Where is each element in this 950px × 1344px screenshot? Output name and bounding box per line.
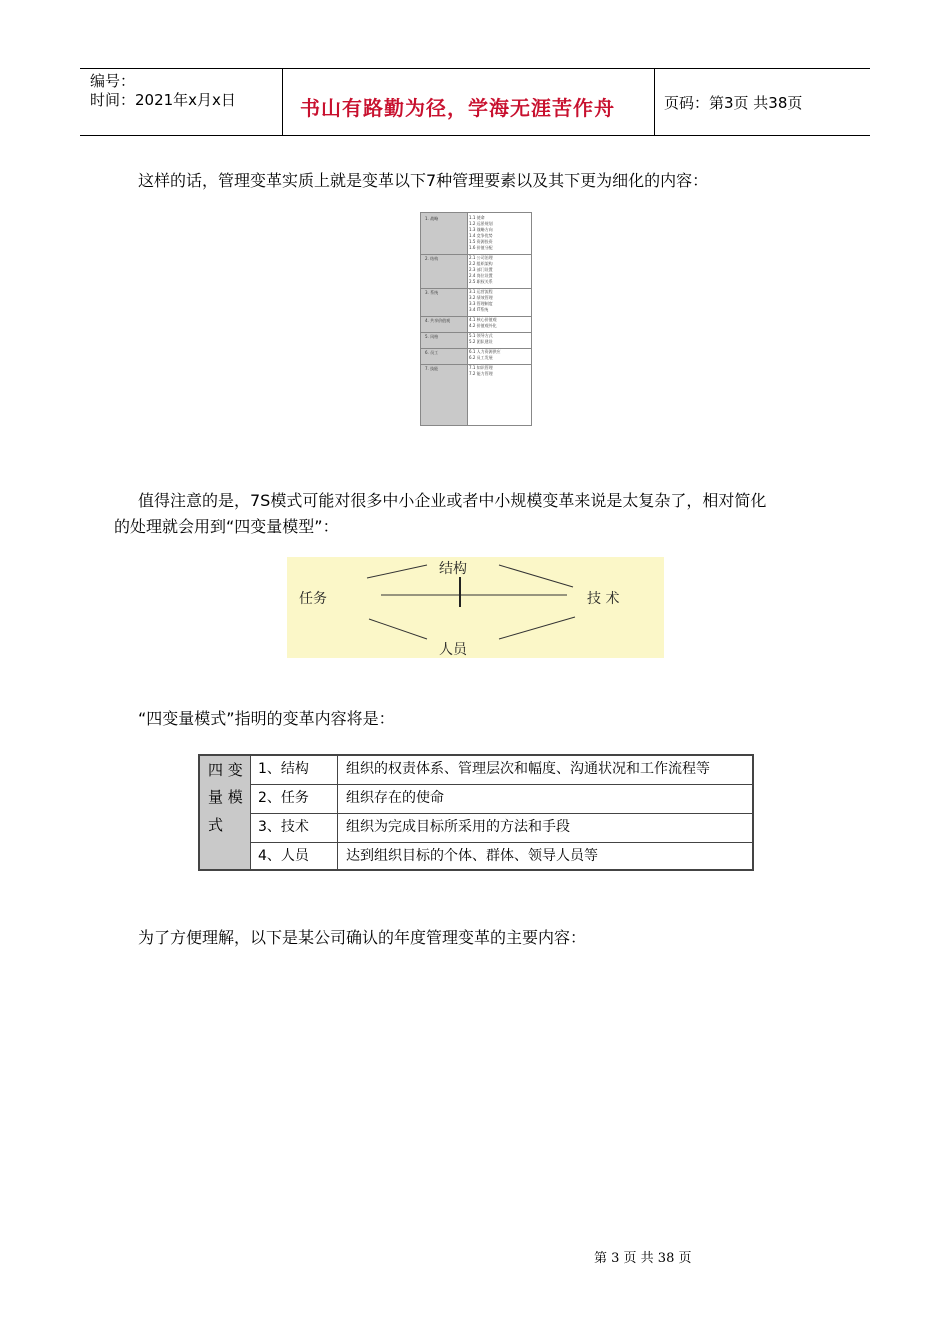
header-top-rule: [80, 68, 870, 69]
table-row: [251, 756, 753, 785]
diagram-label-top: 结构: [439, 561, 467, 577]
table-row-description: 达到组织目标的个体、群体、领导人员等: [346, 848, 598, 864]
paragraph-company-intro: 为了方便理解，以下是某公司确认的年度管理变革的主要内容：: [138, 928, 587, 947]
seven-s-category: 5. 风格: [425, 334, 439, 339]
seven-s-item: 3.3 管理制度: [469, 301, 493, 306]
table-row-description: 组织存在的使命: [346, 790, 444, 806]
seven-s-category: 1. 战略: [425, 216, 439, 221]
seven-s-item: 2.1 公司治理: [469, 255, 493, 260]
seven-s-item: 1.2 远景规划: [469, 221, 493, 226]
seven-s-item: 1.3 战略方向: [469, 227, 493, 232]
seven-s-item: 7.1 知识管理: [469, 365, 493, 370]
seven-s-item: 2.3 部门设置: [469, 267, 493, 272]
four-variable-diagram: [287, 557, 664, 658]
footer-page-number: 第 3 页 共 38 页: [594, 1251, 692, 1266]
table-row-label: 2、任务: [251, 785, 338, 813]
seven-s-item: 5.1 领导方式: [469, 333, 493, 338]
table-title-line1: 四 变: [208, 761, 243, 779]
diagram-label-left: 任务: [299, 591, 327, 607]
seven-s-category: 3. 系统: [425, 290, 439, 295]
table-row-label: 3、技术: [251, 814, 338, 842]
table-row: [251, 843, 753, 871]
seven-s-item: 2.5 职权关系: [469, 279, 493, 284]
seven-s-category: 4. 共享价值观: [425, 318, 451, 323]
header-page-label: 页码：第3页 共38页: [664, 94, 803, 112]
four-variable-table-title-cell: [200, 756, 251, 869]
seven-s-item: 1.5 资源投资: [469, 239, 493, 244]
table-row-description: 组织的权责体系、管理层次和幅度、沟通状况和工作流程等: [346, 761, 710, 777]
diagram-label-right: 技 术: [587, 591, 620, 607]
seven-s-item: 1.1 使命: [469, 215, 485, 220]
seven-s-item: 3.1 运营流程: [469, 289, 493, 294]
table-row: [251, 785, 753, 814]
header-divider-left: [282, 68, 283, 136]
paragraph-intro: 这样的话，管理变革实质上就是变革以下7种管理要素以及其下更为细化的内容：: [138, 171, 709, 190]
paragraph-note-line1: 值得注意的是，7S模式可能对很多中小企业或者中小规模变革来说是太复杂了，相对简化: [138, 491, 767, 510]
seven-s-category: 6. 员工: [425, 350, 439, 355]
header-bottom-rule: [80, 135, 870, 136]
seven-s-column-divider: [467, 213, 468, 425]
table-row-label: 1、结构: [251, 756, 338, 784]
table-row-label: 4、人员: [251, 843, 338, 871]
diagram-label-bottom: 人员: [439, 642, 467, 658]
seven-s-item: 4.1 核心价值观: [469, 317, 497, 322]
seven-s-item: 7.2 能力管理: [469, 371, 493, 376]
seven-s-item: 3.2 绩效管理: [469, 295, 493, 300]
header-time-label: 时间：2021年x月x日: [90, 91, 236, 109]
seven-s-item: 3.4 IT系统: [469, 307, 489, 312]
table-row-description: 组织为完成目标所采用的方法和手段: [346, 819, 570, 835]
header-divider-right: [654, 68, 655, 136]
seven-s-item: 2.4 岗位设置: [469, 273, 493, 278]
table-row: [251, 814, 753, 843]
seven-s-item: 6.1 人力资源供应: [469, 349, 501, 354]
seven-s-category: 7. 技能: [425, 366, 439, 371]
seven-s-item: 4.2 价值观外化: [469, 323, 497, 328]
paragraph-four-var-intro: “四变量模式”指明的变革内容将是：: [138, 709, 395, 728]
table-title-line3: 式: [208, 816, 224, 834]
header-number-label: 编号：: [90, 72, 136, 90]
seven-s-table: [420, 212, 532, 426]
seven-s-item: 1.4 竞争优势: [469, 233, 493, 238]
paragraph-note-line2: 的处理就会用到“四变量模型”：: [114, 517, 339, 536]
seven-s-item: 1.6 价值分配: [469, 245, 493, 250]
four-variable-table: [198, 754, 754, 871]
seven-s-item: 6.2 员工发展: [469, 355, 493, 360]
seven-s-category: 2. 结构: [425, 256, 439, 261]
seven-s-item: 2.2 组织架构: [469, 261, 493, 266]
header-motto: 书山有路勤为径，学海无涯苦作舟: [300, 96, 615, 120]
seven-s-item: 5.2 团队建设: [469, 339, 493, 344]
table-title-line2: 量 模: [208, 788, 243, 806]
